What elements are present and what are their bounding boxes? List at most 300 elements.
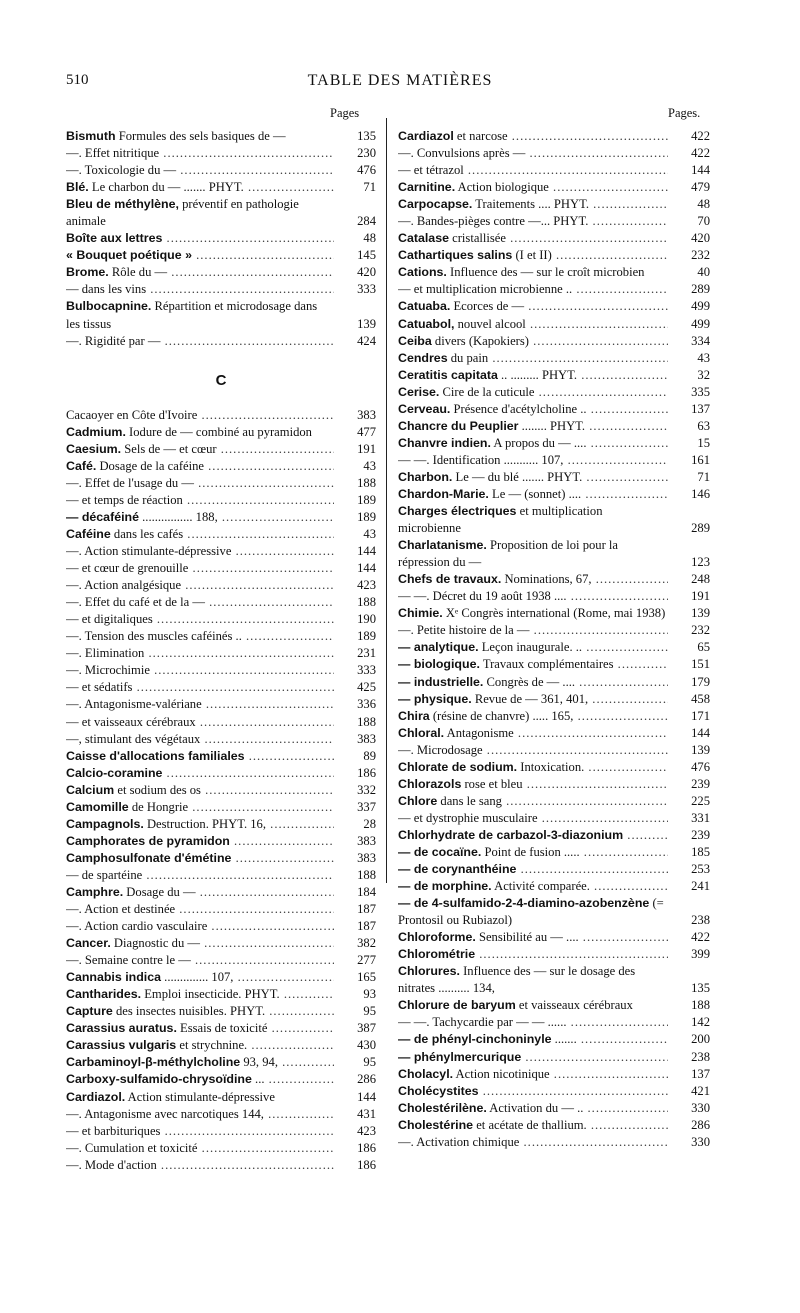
entry-text xyxy=(66,264,334,281)
entry-subtext: et vaisseaux cérébraux xyxy=(515,998,633,1013)
entry-subtext: ................ 188, xyxy=(139,509,218,524)
index-entry xyxy=(398,742,710,759)
entry-page-number: 146 xyxy=(691,486,710,501)
index-entry xyxy=(398,367,710,384)
entry-subtext: —. Antagonisme-valériane xyxy=(66,697,202,712)
entry-subtext: — et sédatifs xyxy=(66,680,133,695)
index-entry xyxy=(398,1134,710,1151)
entry-subtext: et acétate de thallium. xyxy=(473,1117,587,1132)
index-entry xyxy=(398,537,710,571)
entry-page-number: 189 xyxy=(357,629,376,644)
entry-heading: — analytique. xyxy=(398,640,479,655)
entry-page-number: 420 xyxy=(691,231,710,246)
entry-subtext: — —. Tachycardie par — — ...... xyxy=(398,1015,567,1030)
index-entry xyxy=(66,577,376,594)
entry-heading: Charges électriques xyxy=(398,504,517,519)
column-divider xyxy=(386,118,387,883)
entry-text xyxy=(66,281,334,298)
index-entry xyxy=(398,230,710,247)
entry-text xyxy=(398,810,668,827)
entry-page-number: 32 xyxy=(697,367,710,382)
entry-heading: Cholestérilène. xyxy=(398,1100,487,1115)
entry-subtext: —. Semaine contre le — xyxy=(66,953,191,968)
entry-subtext: — et tétrazol xyxy=(398,163,464,178)
entry-heading: Chimie. xyxy=(398,606,443,621)
entry-page-number: 239 xyxy=(691,776,710,791)
index-entry xyxy=(66,1157,376,1174)
entry-page-number: 188 xyxy=(357,714,376,729)
entry-page-number: 137 xyxy=(691,1066,710,1081)
entry-page-number: 188 xyxy=(357,475,376,490)
entry-page-number: 423 xyxy=(357,1123,376,1138)
index-entry xyxy=(398,196,710,213)
entry-text xyxy=(66,560,334,577)
entry-subtext: Congrès de — .... xyxy=(483,674,576,689)
entry-heading: Caesium. xyxy=(66,441,122,456)
entry-text xyxy=(398,264,668,281)
entry-heading: Chlorate de sodium. xyxy=(398,759,518,774)
index-entry xyxy=(398,588,710,605)
entry-page-number: 144 xyxy=(691,725,710,740)
entry-subtext: Ecorces de — xyxy=(450,299,525,314)
entry-subtext: ........ PHYT. xyxy=(518,418,586,433)
entry-subtext: Revue de — 361, 401, xyxy=(471,691,589,706)
entry-page-number: 161 xyxy=(691,452,710,467)
entry-text xyxy=(398,230,668,247)
entry-heading: Cendres xyxy=(398,350,448,365)
index-entry xyxy=(398,1100,710,1117)
entry-page-number: 424 xyxy=(357,333,376,348)
entry-heading: — décaféiné xyxy=(66,509,139,524)
entry-text xyxy=(398,401,668,418)
index-entry xyxy=(398,316,710,333)
entry-page-number: 95 xyxy=(363,1004,376,1019)
index-entry xyxy=(66,179,376,196)
entry-page-number: 499 xyxy=(691,316,710,331)
entry-subtext: dans les cafés xyxy=(110,526,184,541)
entry-page-number: 231 xyxy=(357,646,376,661)
index-entry xyxy=(66,748,376,765)
entry-subtext: —. Action stimulante-dépressive xyxy=(66,544,232,559)
entry-text xyxy=(66,509,334,526)
entry-heading: Carpocapse. xyxy=(398,197,473,212)
index-entry xyxy=(398,179,710,196)
entry-subtext: —. Rigidité par — xyxy=(66,333,161,348)
entry-page-number: 63 xyxy=(697,418,710,433)
index-entry xyxy=(398,1083,710,1100)
entry-heading: Charlatanisme. xyxy=(398,538,487,553)
entry-page-number: 336 xyxy=(357,697,376,712)
entry-page-number: 144 xyxy=(357,544,376,559)
entry-page-number: 382 xyxy=(357,936,376,951)
entry-heading: Capture xyxy=(66,1004,113,1019)
index-entry xyxy=(398,1014,710,1031)
index-entry xyxy=(398,128,710,145)
index-entry xyxy=(66,628,376,645)
entry-page-number: 139 xyxy=(691,742,710,757)
entry-heading: Caisse d'allocations familiales xyxy=(66,748,245,763)
entry-page-number: 191 xyxy=(691,589,710,604)
entry-subtext: —. Action et destinée xyxy=(66,902,176,917)
entry-text xyxy=(66,298,334,332)
entry-page-number: 188 xyxy=(357,867,376,882)
index-entry xyxy=(66,509,376,526)
entry-text xyxy=(398,418,668,435)
entry-page-number: 333 xyxy=(357,282,376,297)
entry-page-number: 190 xyxy=(357,612,376,627)
entry-page-number: 137 xyxy=(691,401,710,416)
entry-page-number: 135 xyxy=(691,981,710,996)
entry-heading: — physique. xyxy=(398,691,472,706)
index-entry xyxy=(66,264,376,281)
index-entry xyxy=(398,162,710,179)
entry-heading: Brome. xyxy=(66,265,109,280)
entry-page-number: 145 xyxy=(357,248,376,263)
entry-page-number: 188 xyxy=(691,998,710,1013)
entry-page-number: 184 xyxy=(357,884,376,899)
entry-page-number: 241 xyxy=(691,879,710,894)
entry-text xyxy=(66,247,334,264)
entry-subtext: dans le sang xyxy=(437,793,502,808)
index-entry xyxy=(66,731,376,748)
entry-subtext: de Hongrie xyxy=(128,799,189,814)
index-entry xyxy=(398,384,710,401)
entry-page-number: 420 xyxy=(357,265,376,280)
entry-text xyxy=(398,298,668,315)
entry-subtext: Essais de toxicité xyxy=(176,1021,268,1036)
index-entry xyxy=(398,418,710,435)
index-entry xyxy=(66,662,376,679)
entry-page-number: 225 xyxy=(691,793,710,808)
entry-text xyxy=(398,759,668,776)
entry-page-number: 191 xyxy=(357,441,376,456)
entry-subtext: —. Action cardio vasculaire xyxy=(66,919,208,934)
index-entry xyxy=(66,782,376,799)
entry-page-number: 239 xyxy=(691,827,710,842)
entry-text xyxy=(66,1106,334,1123)
entry-text xyxy=(398,333,668,350)
entry-heading: Carboxy-sulfamido-chrysoïdine xyxy=(66,1072,252,1087)
index-entry xyxy=(66,901,376,918)
entry-text xyxy=(66,867,334,884)
entry-page-number: 40 xyxy=(697,265,710,280)
entry-text xyxy=(66,526,334,543)
entry-heading: — biologique. xyxy=(398,657,480,672)
entry-subtext: Action nicotinique xyxy=(453,1066,550,1081)
entry-subtext: —. Convulsions après — xyxy=(398,146,526,161)
index-entry xyxy=(66,1140,376,1157)
entry-page-number: 331 xyxy=(691,810,710,825)
entry-text xyxy=(398,963,668,997)
index-entry xyxy=(398,401,710,418)
entry-text xyxy=(398,997,668,1014)
entry-text xyxy=(66,1089,334,1106)
entry-heading: Carbaminoyl-β-méthylcholine xyxy=(66,1055,241,1070)
entry-subtext: —. Microdosage xyxy=(398,742,483,757)
entry-text xyxy=(66,230,334,247)
entry-subtext: préventif en pathologie animale xyxy=(66,197,299,229)
index-entry xyxy=(66,986,376,1003)
entry-subtext: et multiplication microbienne xyxy=(398,504,603,536)
entry-subtext: — de spartéine xyxy=(66,867,143,882)
entry-subtext: —. Action analgésique xyxy=(66,578,182,593)
entry-page-number: 383 xyxy=(357,731,376,746)
entry-page-number: 186 xyxy=(357,1157,376,1172)
pages-label-right: Pages. xyxy=(668,106,701,120)
index-entry xyxy=(398,878,710,895)
entry-subtext: Activation du — .. xyxy=(486,1100,584,1115)
entry-heading: Campagnols. xyxy=(66,816,144,831)
entry-page-number: 387 xyxy=(357,1021,376,1036)
entry-heading: Cations. xyxy=(398,265,447,280)
entry-subtext: ....... xyxy=(551,1032,577,1047)
entry-heading: Chira xyxy=(398,708,430,723)
index-entry xyxy=(66,475,376,492)
entry-page-number: 277 xyxy=(357,953,376,968)
entry-page-number: 144 xyxy=(357,1089,376,1104)
index-entry xyxy=(398,213,710,230)
entry-subtext: —. Microchimie xyxy=(66,663,150,678)
entry-heading: Ceiba xyxy=(398,333,432,348)
entry-page-number: 422 xyxy=(691,930,710,945)
entry-page-number: 187 xyxy=(357,919,376,934)
index-entry xyxy=(398,827,710,844)
index-entry xyxy=(66,1123,376,1140)
entry-page-number: 135 xyxy=(357,129,376,143)
entry-page-number: 71 xyxy=(697,469,710,484)
entry-heading: — de morphine. xyxy=(398,879,492,894)
entry-heading: Boîte aux lettres xyxy=(66,231,163,246)
index-entry xyxy=(398,844,710,861)
entry-heading: Cerveau. xyxy=(398,401,451,416)
entry-subtext: Rôle du — xyxy=(108,265,168,280)
entry-text xyxy=(66,407,334,424)
entry-text xyxy=(66,765,334,782)
index-entry xyxy=(398,674,710,691)
entry-heading: Calcio-coramine xyxy=(66,765,163,780)
entry-page-number: 253 xyxy=(691,862,710,877)
index-entry xyxy=(398,452,710,469)
index-entry xyxy=(398,1117,710,1134)
entry-text xyxy=(398,1100,668,1117)
entry-subtext: — et temps de réaction xyxy=(66,492,183,507)
index-entry xyxy=(66,441,376,458)
entry-text xyxy=(398,537,668,571)
index-entry xyxy=(66,162,376,179)
entry-page-number: 422 xyxy=(691,146,710,161)
entry-text xyxy=(66,884,334,901)
index-entry xyxy=(66,952,376,969)
index-entry xyxy=(66,714,376,731)
entry-subtext: nouvel alcool xyxy=(454,316,526,331)
entry-page-number: 476 xyxy=(357,163,376,178)
entry-subtext: Le charbon du — ....... PHYT. xyxy=(88,180,244,195)
index-entry xyxy=(398,571,710,588)
entry-subtext: Intoxication. xyxy=(517,759,585,774)
entry-subtext: Emploi insecticide. PHYT. xyxy=(141,987,280,1002)
entry-text xyxy=(398,162,668,179)
entry-page-number: 330 xyxy=(691,1134,710,1149)
entry-text xyxy=(66,1140,334,1157)
entry-page-number: 142 xyxy=(691,1015,710,1030)
entry-heading: — phénylmercurique xyxy=(398,1049,522,1064)
entry-text xyxy=(398,350,668,367)
entry-text xyxy=(398,503,668,537)
entry-text xyxy=(66,748,334,765)
entry-heading: Ceratitis capitata xyxy=(398,367,498,382)
entry-text xyxy=(398,469,668,486)
entry-text xyxy=(398,742,668,759)
entry-heading: Caféine xyxy=(66,526,111,541)
entry-subtext: —, stimulant des végétaux xyxy=(66,731,201,746)
entry-page-number: 15 xyxy=(697,435,710,450)
entry-text xyxy=(66,731,334,748)
entry-heading: Bismuth xyxy=(66,129,116,143)
entry-subtext: Action stimulante-dépressive xyxy=(125,1089,275,1104)
entry-heading: Bulbocapnine. xyxy=(66,299,152,314)
index-entry xyxy=(398,929,710,946)
entry-subtext: Travaux complémentaires xyxy=(479,657,614,672)
entry-text xyxy=(66,458,334,475)
index-entry xyxy=(398,793,710,810)
entry-subtext: Proposition de loi pour la répression du — xyxy=(398,538,619,570)
entry-heading: Chlorométrie xyxy=(398,947,476,962)
entry-subtext: Xᵉ Congrès international (Rome, mai 1938) xyxy=(442,606,666,621)
index-entry xyxy=(398,622,710,639)
entry-page-number: 248 xyxy=(691,572,710,587)
entry-text xyxy=(66,969,334,986)
entry-page-number: 477 xyxy=(357,424,376,439)
entry-text xyxy=(398,367,668,384)
entry-heading: — de cocaïne. xyxy=(398,844,482,859)
entry-subtext: .. ......... PHYT. xyxy=(497,367,578,382)
entry-heading: Camphosulfonate d'émétine xyxy=(66,850,232,865)
entry-subtext: et narcose xyxy=(453,129,508,143)
index-entry xyxy=(66,1071,376,1088)
entry-text xyxy=(398,725,668,742)
entry-subtext: —. Activation chimique xyxy=(398,1134,520,1149)
entry-subtext: — —. Identification ........... 107, xyxy=(398,452,564,467)
entry-subtext: Diagnostic du — xyxy=(110,936,200,951)
entry-subtext: (= Prontosil ou Rubiazol) xyxy=(398,896,664,928)
entry-subtext: —. Antagonisme avec narcotiques 144, xyxy=(66,1106,264,1121)
index-entry xyxy=(66,696,376,713)
entry-text xyxy=(66,714,334,731)
entry-text xyxy=(66,1157,334,1174)
right-column xyxy=(398,128,710,1151)
index-entry xyxy=(66,281,376,298)
index-entry xyxy=(398,333,710,350)
index-entry xyxy=(66,1106,376,1123)
entry-heading: Chloroforme. xyxy=(398,930,476,945)
entry-subtext: —. Effet de l'usage du — xyxy=(66,475,194,490)
entry-page-number: 186 xyxy=(357,1140,376,1155)
entry-subtext: et strychnine. xyxy=(176,1038,248,1053)
index-entry xyxy=(66,833,376,850)
index-entry xyxy=(66,1089,376,1106)
entry-subtext: des insectes nuisibles. PHYT. xyxy=(112,1004,266,1019)
entry-subtext: — et dystrophie musculaire xyxy=(398,810,538,825)
entry-text xyxy=(398,435,668,452)
entry-text xyxy=(398,196,668,213)
index-entry xyxy=(66,458,376,475)
entry-text xyxy=(398,1083,668,1100)
entry-text xyxy=(398,674,668,691)
index-entry xyxy=(66,333,376,350)
entry-subtext: cristallisée xyxy=(448,231,506,246)
entry-heading: Chlorhydrate de carbazol-3-diazonium xyxy=(398,827,624,842)
entry-text xyxy=(66,611,334,628)
index-entry xyxy=(398,145,710,162)
entry-subtext: — dans les vins xyxy=(66,282,147,297)
entry-page-number: 479 xyxy=(691,180,710,195)
index-entry xyxy=(398,264,710,281)
entry-subtext: —. Toxicologie du — xyxy=(66,163,177,178)
index-entry xyxy=(398,469,710,486)
entry-text xyxy=(398,1066,668,1083)
index-entry xyxy=(66,492,376,509)
entry-heading: Cardiazol. xyxy=(66,1089,126,1104)
entry-heading: Cholacyl. xyxy=(398,1066,454,1081)
entry-subtext: — et digitaliques xyxy=(66,612,153,627)
entry-subtext: Leçon inaugurale. .. xyxy=(478,640,583,655)
entry-subtext: Le — (sonnet) .... xyxy=(488,486,582,501)
entry-subtext: du pain xyxy=(447,350,489,365)
entry-text xyxy=(66,782,334,799)
entry-page-number: 238 xyxy=(691,913,710,928)
index-entry xyxy=(66,196,376,230)
entry-text xyxy=(66,935,334,952)
index-entry xyxy=(66,1054,376,1071)
entry-heading: « Bouquet poétique » xyxy=(66,248,192,263)
entry-page-number: 284 xyxy=(357,214,376,229)
index-entry xyxy=(66,1037,376,1054)
entry-page-number: 43 xyxy=(363,458,376,473)
index-entry xyxy=(66,935,376,952)
entry-subtext: Activité comparée. xyxy=(491,879,590,894)
entry-subtext: — et vaisseaux cérébraux xyxy=(66,714,196,729)
entry-page-number: 139 xyxy=(691,606,710,621)
entry-text xyxy=(66,1003,334,1020)
entry-text xyxy=(66,1054,334,1071)
entry-text xyxy=(66,1037,334,1054)
index-entry xyxy=(66,867,376,884)
section-c-entries xyxy=(66,407,376,1174)
entry-heading: Camphorates de pyramidon xyxy=(66,833,230,848)
entry-subtext: (résine de chanvre) ..... 165, xyxy=(429,708,574,723)
entry-subtext: Action biologique xyxy=(455,180,549,195)
entry-subtext: rose et bleu xyxy=(461,776,523,791)
entry-page-number: 330 xyxy=(691,1100,710,1115)
entry-text xyxy=(66,816,334,833)
entry-text xyxy=(398,179,668,196)
index-entry xyxy=(66,145,376,162)
entry-subtext: —. Mode d'action xyxy=(66,1157,157,1172)
entry-heading: Chlorazols xyxy=(398,776,462,791)
page-header xyxy=(0,72,800,96)
entry-heading: — de 4-sulfamido-2-4-diamino-azobenzène xyxy=(398,896,650,911)
entry-heading: Catuabol, xyxy=(398,316,455,331)
entry-text xyxy=(398,247,668,264)
entry-subtext: — et cœur de grenouille xyxy=(66,561,189,576)
entry-subtext: ... xyxy=(251,1072,265,1087)
entry-page-number: 383 xyxy=(357,407,376,422)
entry-page-number: 286 xyxy=(691,1117,710,1132)
entry-heading: Chanvre indien. xyxy=(398,435,491,450)
entry-page-number: 383 xyxy=(357,850,376,865)
entry-text xyxy=(398,708,668,725)
entry-page-number: 144 xyxy=(357,561,376,576)
